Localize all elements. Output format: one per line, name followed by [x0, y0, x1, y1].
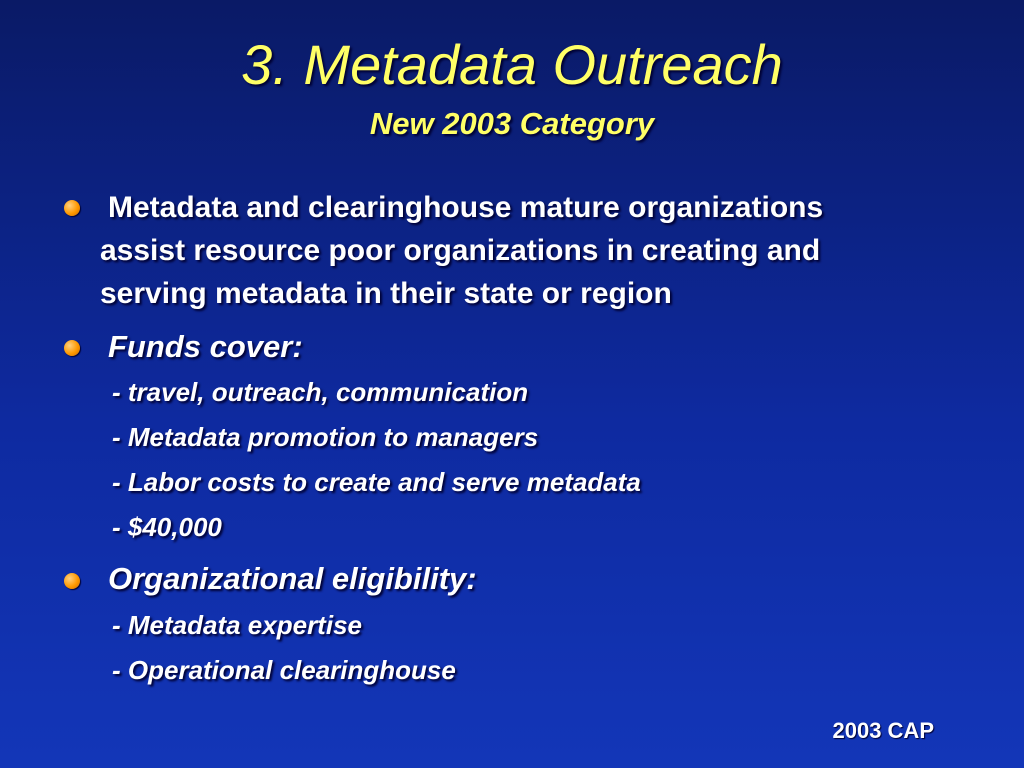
- bullet-icon: [64, 340, 80, 356]
- bullet-icon: [64, 200, 80, 216]
- funds-subitem: - Metadata promotion to managers: [112, 422, 539, 452]
- funds-subitem: - Labor costs to create and serve metadata: [112, 467, 641, 497]
- bullet-1-line-1: Metadata and clearinghouse mature organizations: [108, 191, 824, 224]
- eligibility-heading: Organizational eligibility:: [108, 561, 477, 596]
- bullet-icon: [64, 573, 80, 589]
- eligibility-subitem: - Operational clearinghouse: [112, 655, 456, 685]
- funds-cover-heading: Funds cover:: [108, 329, 303, 364]
- slide-footer: 2003 CAP: [832, 718, 934, 743]
- funds-subitem: - $40,000: [112, 512, 222, 542]
- bullet-1-line-3: serving metadata in their state or region: [100, 277, 672, 310]
- bullet-1-line-2: assist resource poor organizations in creating and: [100, 234, 821, 267]
- funds-subitem: - travel, outreach, communication: [112, 377, 529, 407]
- eligibility-subitem: - Metadata expertise: [112, 610, 362, 640]
- slide-title: 3. Metadata Outreach: [241, 33, 783, 96]
- slide-subtitle: New 2003 Category: [369, 106, 655, 141]
